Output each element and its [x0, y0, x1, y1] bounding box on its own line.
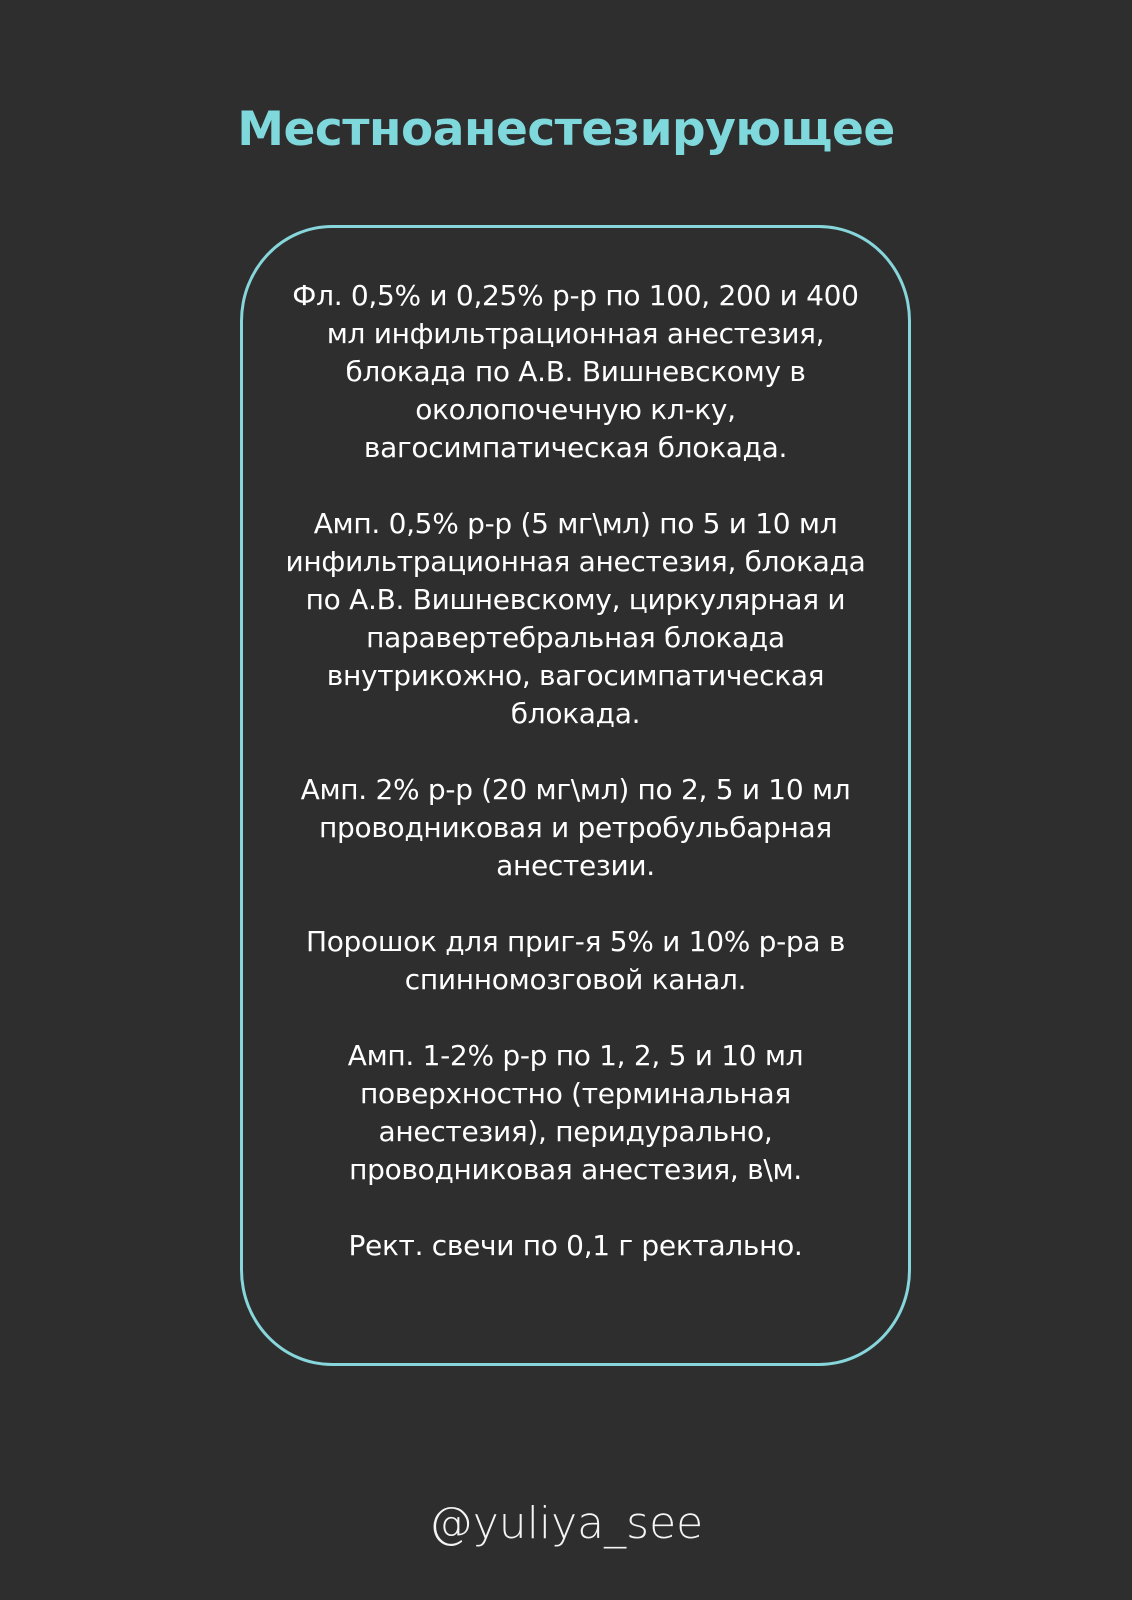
paragraph-vials: Фл. 0,5% и 0,25% р-р по 100, 200 и 400 мл инфильтрационная анестезия, блокада по А.В. Вишневскому в околопочечную кл-ку, вагосимпатическая блокада. [292, 279, 859, 464]
page-title: Местноанестезирующее [237, 102, 895, 157]
paragraph-ampoules-2: Амп. 2% р-р (20 мг\мл) по 2, 5 и 10 мл проводниковая и ретробульбарная анестезии. [300, 773, 851, 882]
paragraph-ampoules-1-2: Амп. 1-2% р-р по 1, 2, 5 и 10 мл поверхностно (терминальная анестезия), перидурально, проводниковая анестезия, в\м. [347, 1039, 804, 1186]
paragraph-ampoules-05: Амп. 0,5% р-р (5 мг\мл) по 5 и 10 мл инфильтрационная анестезия, блокада по А.В. Вишневскому, циркулярная и паравертебральная блокада внутрикожно, вагосимпатическая блокада. [285, 507, 866, 730]
info-card [240, 225, 911, 1366]
author-handle: @yuliya_see [428, 1498, 704, 1549]
paragraph-suppositories: Рект. свечи по 0,1 г ректально. [348, 1229, 803, 1262]
paragraph-powder: Порошок для приг-я 5% и 10% р-ра в спинномозговой канал. [305, 925, 846, 996]
